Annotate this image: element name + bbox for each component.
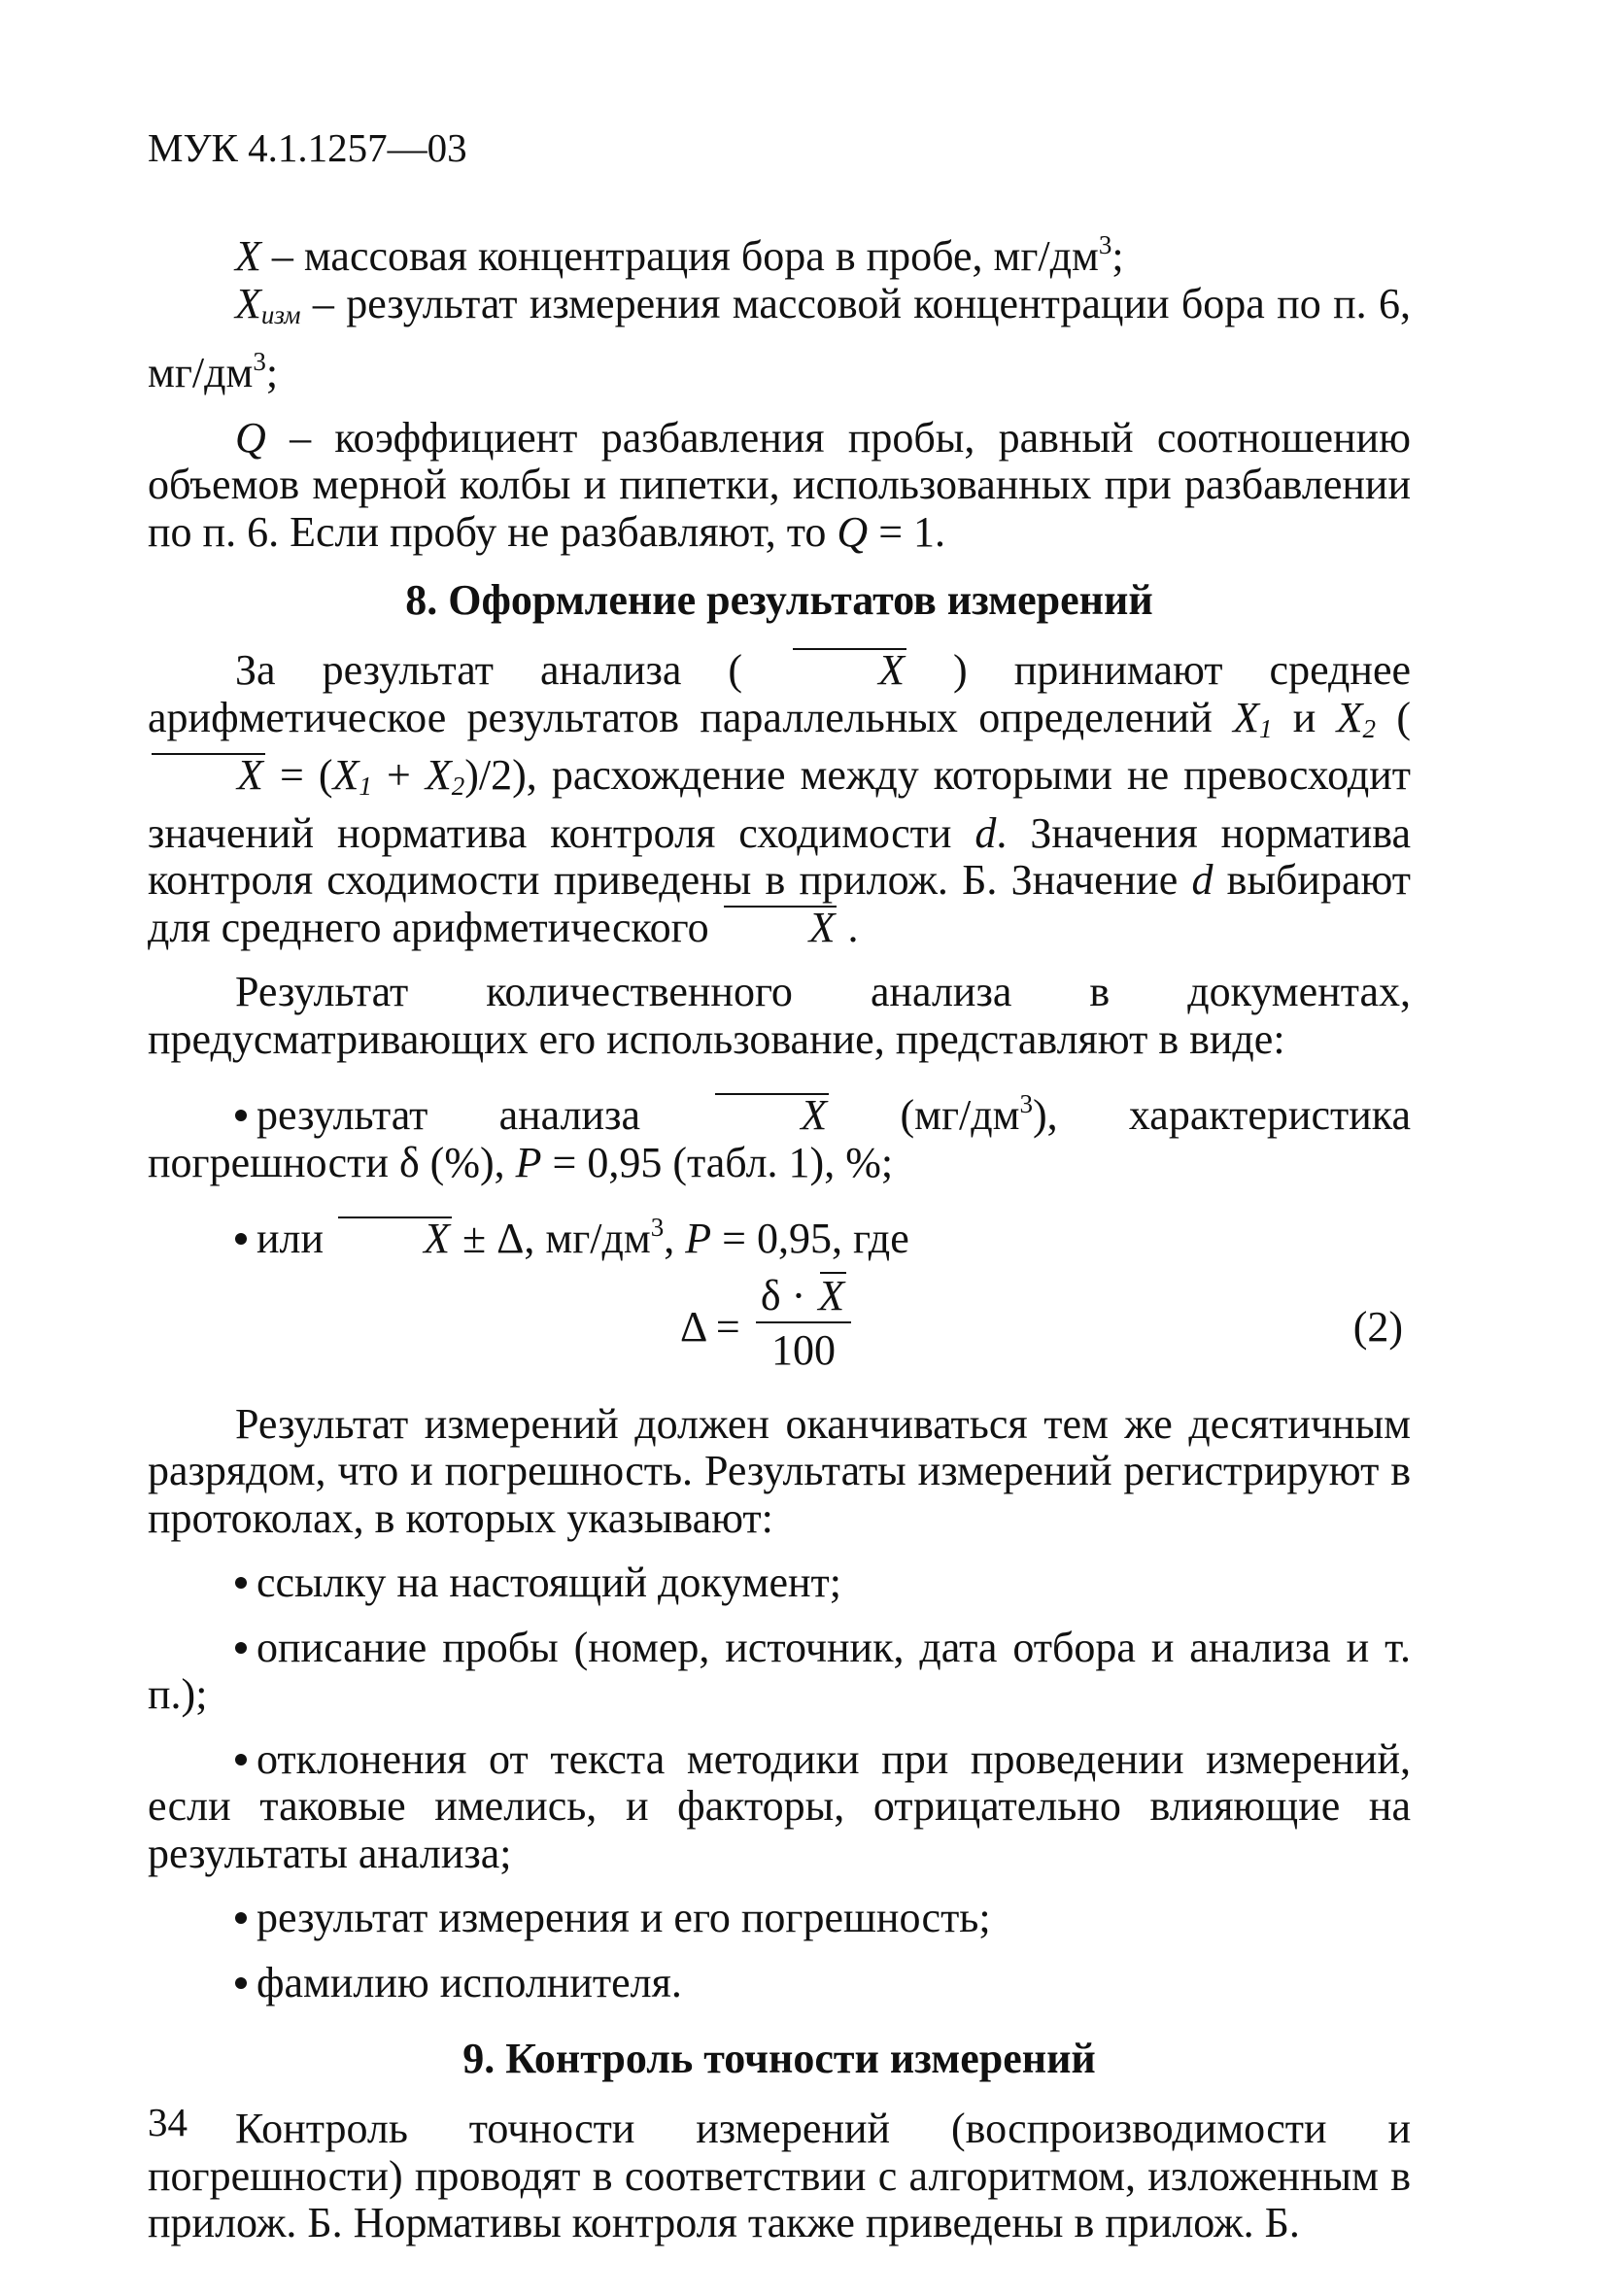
list-item-text: результат измерения и его погрешность;: [256, 1894, 991, 1941]
list-item: [148, 1960, 1411, 2007]
list-item-text: фамилию исполнителя.: [256, 1958, 682, 2006]
formula-numerator: [750, 1271, 857, 1321]
text-run: За результат анализа (: [235, 646, 743, 694]
text-run: = 0,95 (табл. 1), %;: [541, 1138, 894, 1186]
text-run: +: [371, 751, 426, 799]
symbol-x: X: [235, 232, 261, 280]
equation-number: (2): [1352, 1302, 1403, 1351]
text-run: (мг/дм: [829, 1091, 1020, 1139]
symbol-x-bar: X: [711, 1092, 829, 1140]
symbol-q: Q: [235, 413, 266, 462]
definition-q-text: – коэффициент разбавления пробы, равный соотношению объемов мерной колбы и пипетки, использованных при разбавлении по п. 6. Если пробу не разбавляют, то: [148, 413, 1411, 556]
section-8-paragraph-1: [148, 647, 1411, 951]
list-item: [148, 1559, 1411, 1607]
text-run: = 0,95, где: [711, 1215, 909, 1262]
text-run: выбирают для среднего арифметического: [148, 856, 1411, 951]
formula-fraction: [750, 1271, 857, 1374]
text-run: результат анализа: [256, 1091, 712, 1139]
symbol-x-bar: X: [148, 752, 265, 800]
punctuation: ;: [1111, 232, 1124, 280]
text-run: = (: [264, 751, 333, 799]
section-8-paragraph-3: Результат измерений должен оканчиваться тем же десятичным разрядом, что и погрешность. Результаты измерений регистрируют в протоколах, в которых указывают:: [148, 1399, 1411, 1542]
superscript: 3: [1019, 1089, 1033, 1118]
subscript: 1: [1258, 713, 1273, 743]
symbol-x-bar: X: [818, 1271, 845, 1319]
subscript: 1: [359, 771, 372, 801]
superscript: 3: [1098, 230, 1112, 259]
bullet-icon: [235, 1577, 247, 1589]
symbol-x2: X: [1336, 693, 1363, 741]
bullet-result-analysis: [148, 1080, 1411, 1186]
formula-lhs: Δ =: [680, 1302, 740, 1351]
definition-x-izm: [148, 281, 1411, 397]
symbol-q: Q: [837, 507, 869, 556]
superscript: 3: [253, 347, 266, 376]
text-run: .: [837, 903, 859, 951]
text-run: (: [1376, 693, 1412, 741]
list-item-text: отклонения от текста методики при проведении измерений, если таковые имелись, и факторы, отрицательно влияющие на результаты анализа;: [148, 1734, 1411, 1877]
bullet-icon: [235, 1754, 247, 1765]
bullet-icon: [235, 1642, 247, 1654]
text-run: )/2), расхождение между которыми не превосходит значений норматива контроля сходимости: [148, 751, 1411, 857]
superscript: 3: [650, 1213, 665, 1242]
bullet-icon: [235, 1977, 247, 1989]
definition-x-izm-text: – результат измерения массовой концентрации бора по п. 6, мг/дм: [148, 279, 1411, 396]
symbol-x-bar: X: [720, 905, 838, 952]
text-run: ), характеристика погрешности δ (%),: [148, 1091, 1412, 1186]
list-item: [148, 1895, 1411, 1942]
section-8-title: 8. Оформление результатов измерений: [405, 576, 1153, 624]
list-item: [148, 1625, 1411, 1719]
formula-denominator: 100: [771, 1325, 836, 1374]
section-9-title: 9. Контроль точности измерений: [462, 2035, 1096, 2082]
bullet-icon: [235, 1110, 247, 1121]
list-item: [148, 1736, 1411, 1878]
symbol-p: P: [685, 1215, 712, 1262]
section-9-paragraph-1: Контроль точности измерений (воспроизводимости и погрешности) проводят в соответствии с алгоритмом, изложенным в прилож. Б. Нормативы контроля также приведены в прилож. Б.: [148, 2105, 1411, 2246]
symbol-x1: X: [1233, 693, 1259, 741]
section-8-paragraph-2: Результат количественного анализа в документах, предусматривающих его использование, представляют в виде:: [148, 968, 1411, 1063]
punctuation: ;: [265, 349, 279, 396]
text-run: и: [1272, 693, 1337, 741]
text-run: ) принимают среднее арифметическое результатов параллельных определений: [148, 646, 1412, 741]
bullet-or-x-delta: [148, 1204, 1411, 1263]
text-run: . Значения норматива контроля сходимости приведены в прилож. Б. Значение: [148, 808, 1411, 904]
definition-q: [148, 415, 1411, 557]
page-number: 34: [148, 2100, 188, 2144]
definition-x: [148, 222, 1411, 281]
subscript: изм: [260, 299, 301, 329]
list-item-text: ссылку на настоящий документ;: [256, 1559, 841, 1606]
bullet-icon: [235, 1912, 247, 1924]
symbol-x1: X: [332, 751, 359, 799]
formula-2: [148, 1271, 1411, 1391]
definition-x-text: – массовая концентрация бора в пробе, мг/дм: [260, 232, 1099, 280]
definition-q-end: = 1.: [868, 507, 946, 556]
page-body: [148, 222, 1411, 2247]
symbol-d: d: [1191, 856, 1214, 904]
text-run: δ ·: [760, 1271, 817, 1319]
text-run: ± Δ, мг/дм: [451, 1215, 651, 1262]
symbol-x-bar: X: [789, 647, 906, 695]
subscript: 2: [1362, 713, 1377, 743]
symbol-p: P: [515, 1138, 542, 1186]
text-run: или: [256, 1215, 335, 1262]
symbol-d: d: [974, 808, 997, 857]
subscript: 2: [451, 771, 465, 801]
symbol-x-bar: X: [334, 1216, 452, 1263]
running-header: МУК 4.1.1257—03: [148, 125, 467, 170]
bullet-icon: [235, 1233, 247, 1245]
symbol-x2: X: [425, 751, 452, 799]
text-run: ,: [664, 1215, 686, 1262]
symbol-x-izm: X: [235, 279, 261, 327]
list-item-text: описание пробы (номер, источник, дата отбора и анализа и т. п.);: [148, 1623, 1411, 1718]
